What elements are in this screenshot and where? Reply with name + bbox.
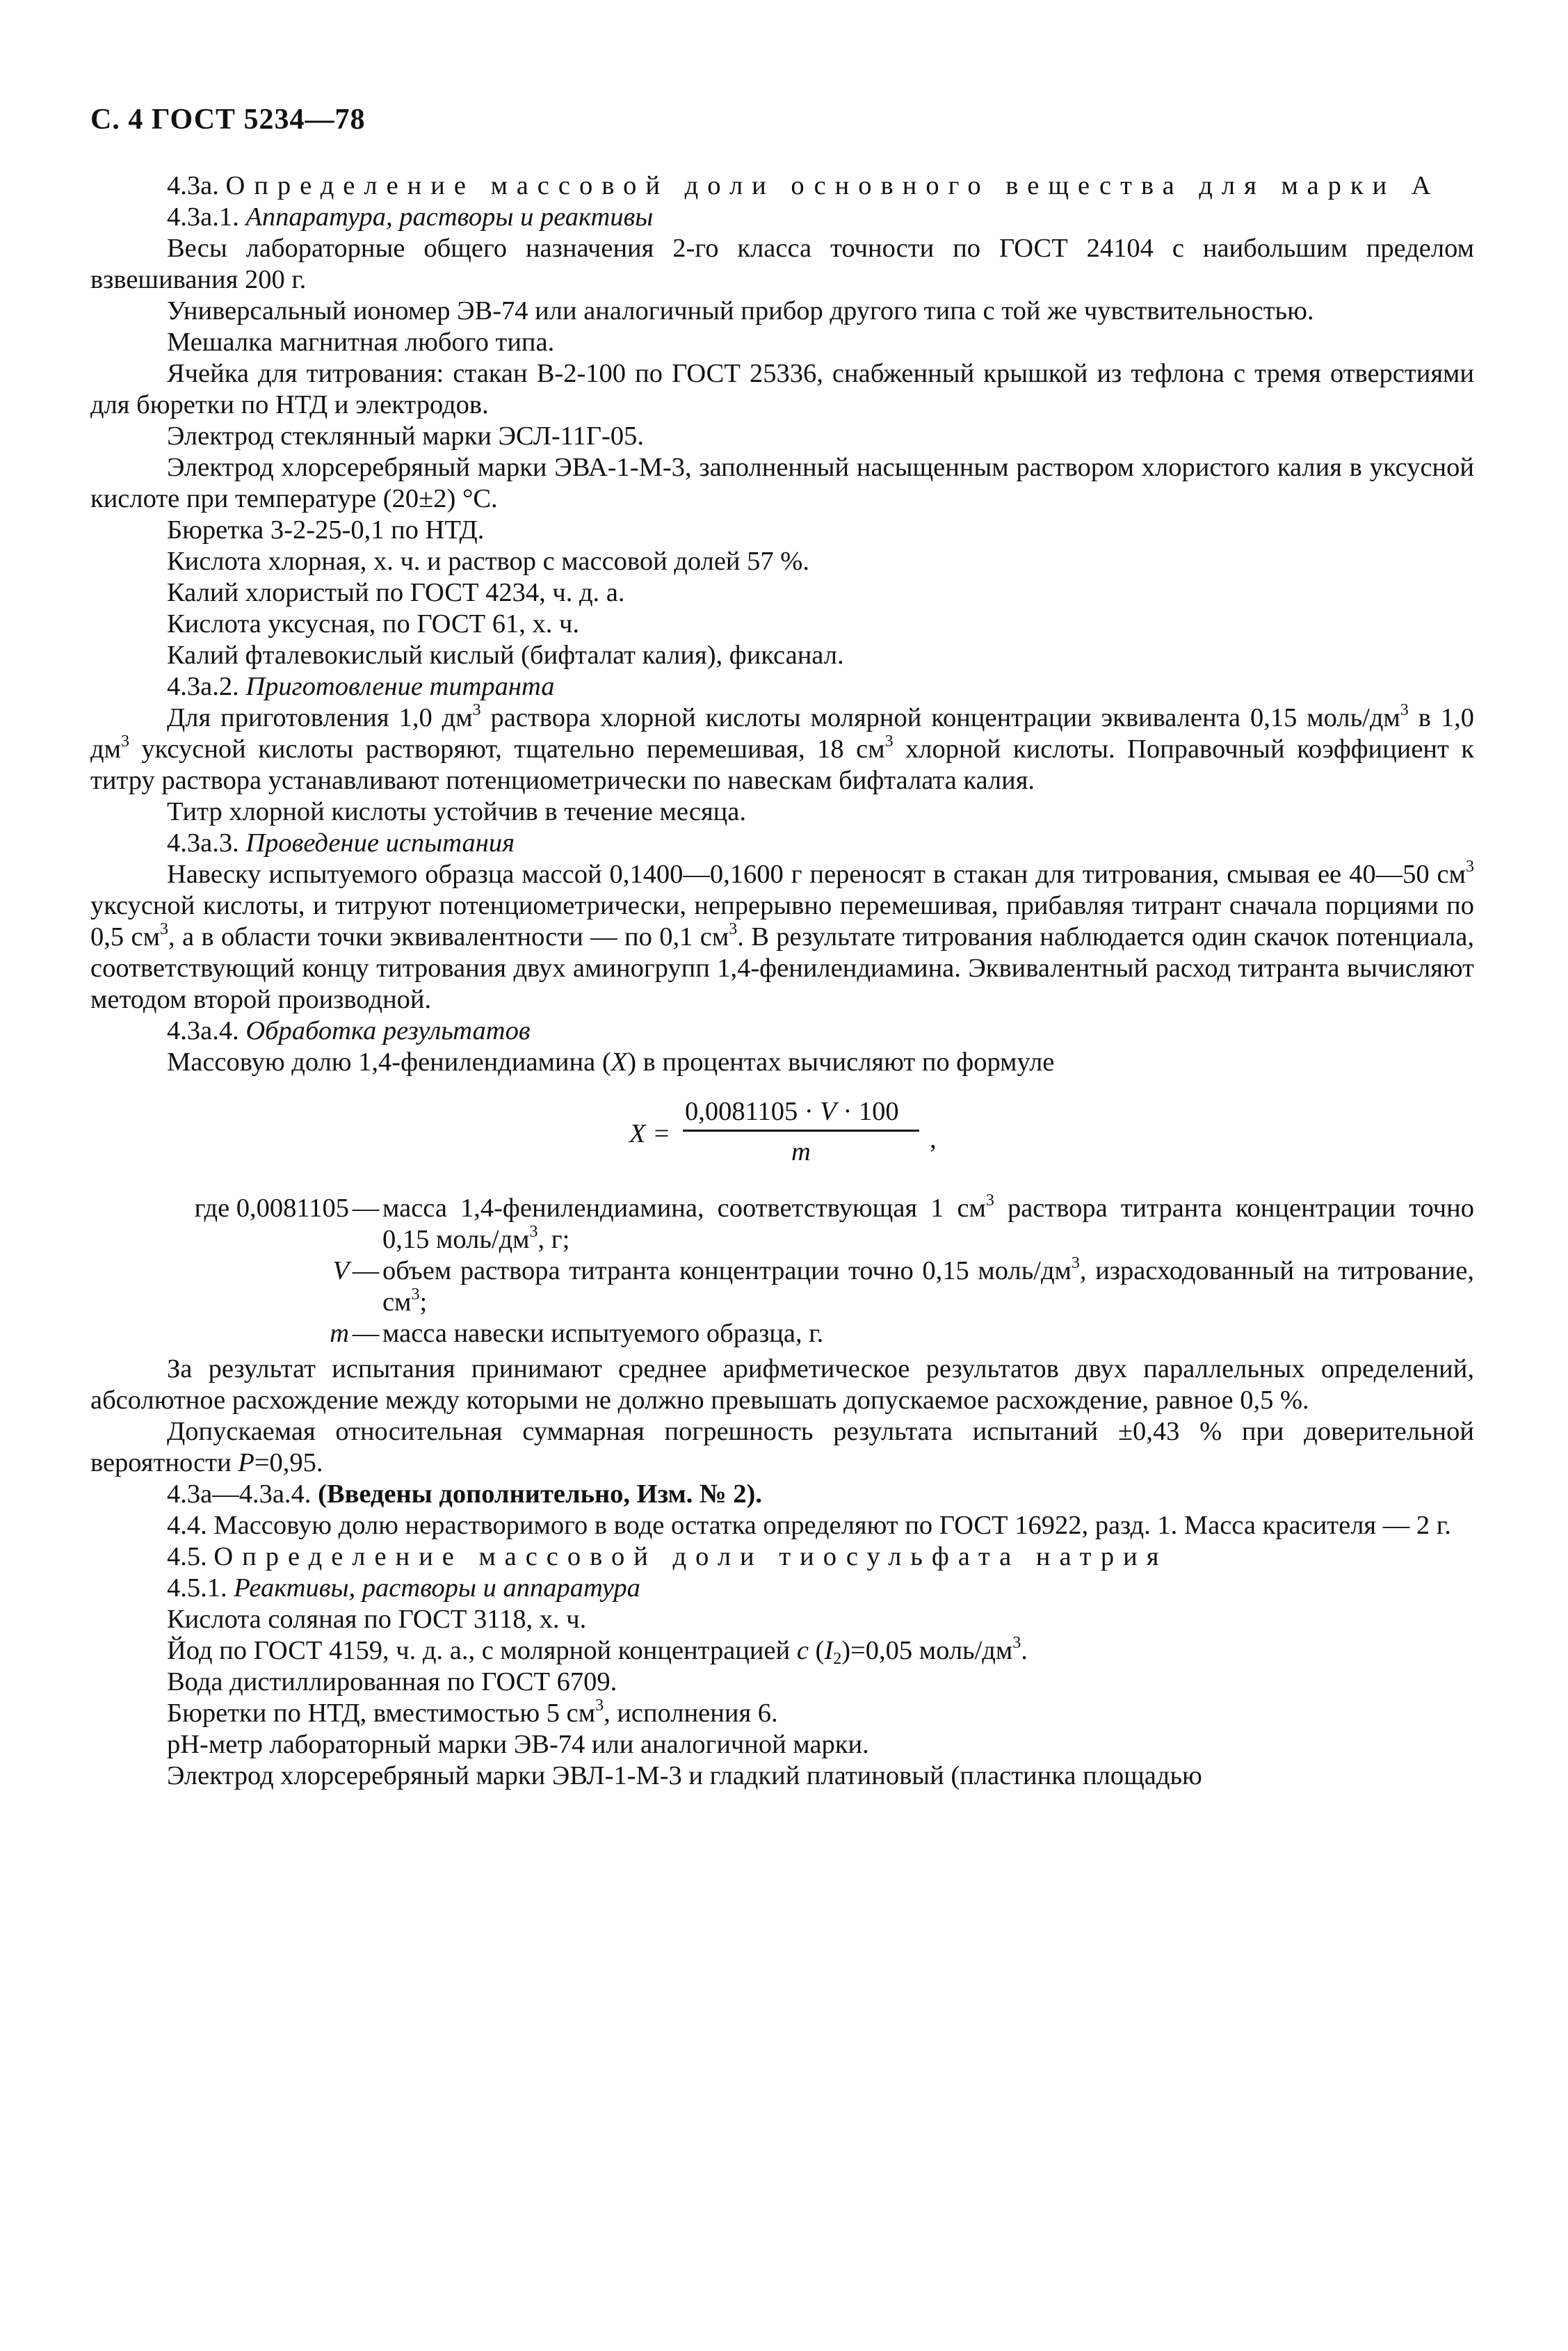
subsection-4-5-1: 4.5.1. Реактивы, растворы и аппаратура: [167, 1573, 640, 1603]
test-procedure-paragraph: Навеску испытуемого образца массой 0,1400—0,1600 г переносят в стакан для титрования, смывая ее 40—50 $см^3$ уксусной кислоты, и титруют потенциометрически, непрерывно перемешивая, прибавляя титрант сначала порциями по 0,5 $см^3$, а в области точки эквивалентности — по 0,1 $см^3$. В результате титрования наблюдается один скачок потенциала, соответствующий концу титрования двух аминогрупп 1,4-фенилендиамина. Эквивалентный расход титранта вычисляют методом второй производной.: [90, 858, 1475, 1014]
formula-lhs: X =: [629, 1119, 671, 1148]
subsection-4-3a-4: 4.3a.4. Обработка результатов: [167, 1016, 531, 1045]
list-item: Электрод стеклянный марки ЭСЛ-11Г-05.: [167, 422, 644, 451]
formula-comma: ,: [930, 1125, 937, 1154]
section-title-spaced: Определение массовой доли тиосульфата натрия: [213, 1542, 1168, 1571]
list-item: рН-метр лабораторный марки ЭВ-74 или аналогичной марки.: [167, 1730, 869, 1759]
list-item: Кислота хлорная, х. ч. и раствор с массовой долей 57 %.: [167, 547, 809, 576]
list-item: Ячейка для титрования: стакан В-2-100 по ГОСТ 25336, снабженный крышкой из тефлона с тремя отверстиями для бюретки по НТД и электродов.: [90, 359, 1474, 419]
section-4-3a-title: 4.3a. Определение массовой доли основного вещества для марки А: [167, 171, 1440, 200]
error-paragraph: Допускаемая относительная суммарная погрешность результата испытаний ±0,43 % при доверительной вероятности P=0,95.: [90, 1417, 1474, 1477]
subsection-4-3a-1: 4.3a.1. Аппаратура, растворы и реактивы: [167, 202, 654, 232]
list-item: Весы лабораторные общего назначения 2-го класса точности по ГОСТ 24104 с наибольшим пределом взвешивания 200 г.: [90, 234, 1474, 294]
section-4-5-title: 4.5. Определение массовой доли тиосульфата натрия: [167, 1542, 1168, 1571]
document-page: [90, 104, 1474, 1792]
section-title-spaced: Определение массовой доли основного вещества для марки А: [225, 171, 1440, 200]
formula-numerator: 0,0081105 · V · 100: [685, 1097, 899, 1126]
amendment-note: 4.3a—4.3a.4. (Введены дополнительно, Изм. № 2).: [167, 1479, 762, 1509]
formula-x: [90, 1091, 1474, 1178]
subsection-4-3a-2: 4.3a.2. Приготовление титранта: [167, 672, 555, 701]
list-item: Бюретки по НТД, вместимостью 5 $см^3$, исполнения 6.: [167, 1696, 778, 1728]
subsection-4-3a-3: 4.3a.3. Проведение испытания: [167, 828, 515, 858]
formula-denominator: m: [791, 1137, 811, 1166]
stability-note: Титр хлорной кислоты устойчив в течение месяца.: [167, 797, 746, 826]
list-item: Калий хлористый по ГОСТ 4234, ч. д. а.: [167, 578, 625, 607]
list-item: Калий фталевокислый кислый (бифталат калия), фиксанал.: [167, 641, 844, 670]
list-item: Кислота соляная по ГОСТ 3118, х. ч.: [167, 1605, 587, 1634]
list-item: Бюретка 3-2-25-0,1 по НТД.: [167, 515, 485, 545]
formula-legend: [90, 1193, 1474, 1349]
list-item: Электрод хлорсеребряный марки ЭВА-1-М-3, заполненный насыщенным раствором хлористого калия в уксусной кислоте при температуре (20±2) °С.: [90, 453, 1474, 513]
result-paragraph: За результат испытания принимают среднее арифметическое результатов двух параллельных определений, абсолютное расхождение между которыми не должно превышать допускаемое расхождение, равное 0,5 %.: [90, 1354, 1474, 1415]
list-item: Мешалка магнитная любого типа.: [167, 328, 555, 357]
legend-row: m — масса навески испытуемого образца, г.: [330, 1319, 824, 1348]
legend-row: где 0,0081105 — масса 1,4-фенилендиамина, соответствующая 1 $см^3$ раствора титранта концентрации точно 0,15 моль/$дм^3$, г;: [194, 1191, 1474, 1254]
list-item: Кислота уксусная, по ГОСТ 61, х. ч.: [167, 609, 580, 639]
legend-row: V — объем раствора титранта концентрации точно 0,15 моль/$дм^3$, израсходованный на титрование, $см^3$;: [332, 1254, 1474, 1317]
list-item: Вода дистиллированная по ГОСТ 6709.: [167, 1667, 617, 1696]
titrant-preparation-paragraph: Для приготовления 1,0 $дм^3$ раствора хлорной кислоты молярной концентрации эквивалента 0,15 моль/$дм^3$ в 1,0 $дм^3$ уксусной кислоты растворяют, тщательно перемешивая, 18 $см^3$ хлорной кислоты. Поправочный коэффициент к титру раствора устанавливают потенциометрически по навескам бифталата калия.: [90, 701, 1475, 795]
list-item: Электрод хлорсеребряный марки ЭВЛ-1-М-3 и гладкий платиновый (пластинка площадью: [167, 1761, 1202, 1790]
calculation-intro: Массовую долю 1,4-фенилендиамина (Х) в процентах вычисляют по формуле: [167, 1048, 1055, 1077]
list-item: Универсальный иономер ЭВ-74 или аналогичный прибор другого типа с той же чувствительностью.: [167, 296, 1314, 326]
section-4-4: 4.4. Массовую долю нерастворимого в воде остатка определяют по ГОСТ 16922, разд. 1. Масса красителя — 2 г.: [167, 1511, 1451, 1540]
fraction-bar: [683, 1130, 919, 1132]
page-header: С. 4 ГОСТ 5234—78: [90, 104, 366, 136]
list-item: Йод по ГОСТ 4159, ч. д. а., с молярной концентрацией c $(I_2)=0,05$ моль/$дм^3$.: [167, 1634, 1028, 1668]
